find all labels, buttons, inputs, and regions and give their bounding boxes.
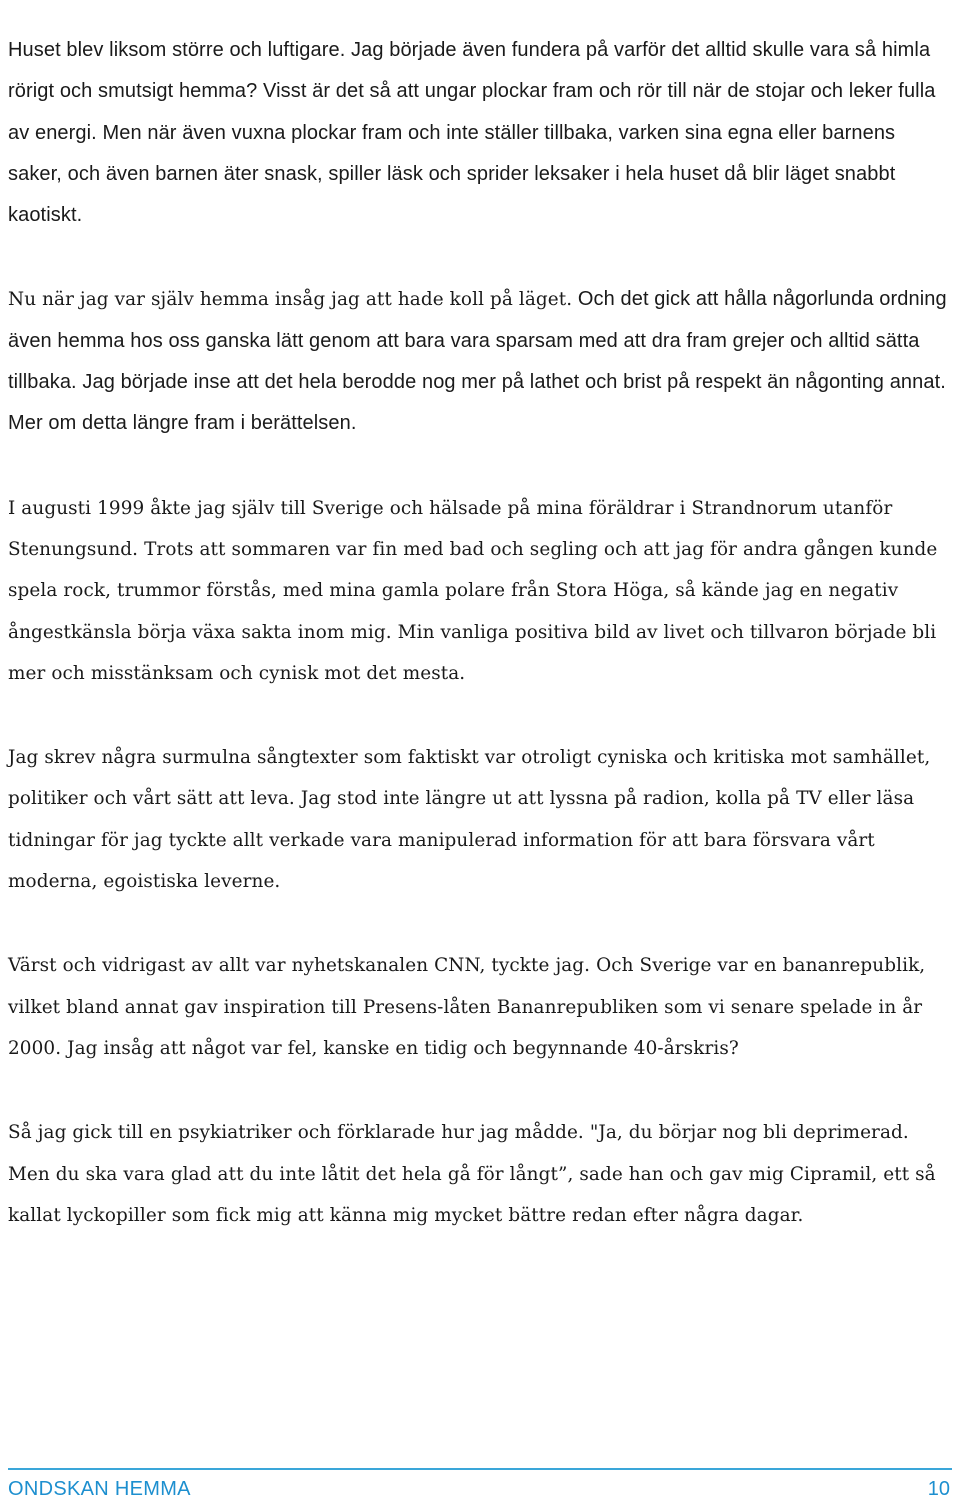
paragraph-6-text: Så jag gick till en psykiatriker och förklarade hur jag mådde. "Ja, du börjar nog bli deprimerad. Men du ska vara glad att du inte låtit det hela gå för långt”, sade han och gav mig Cipramil, ett så kallat lyckopiller som fick mig att känna mig mycket bättre redan efter några dagar.	[8, 1122, 936, 1226]
paragraph-1	[8, 30, 948, 236]
page-number: 10	[927, 1478, 950, 1500]
paragraph-1-text: Huset blev liksom större och luftigare. Jag började även fundera på varför det alltid skulle vara så himla rörigt och smutsigt hemma? Visst är det så att ungar plockar fram och rör till när de stojar och leker fulla av energi. Men när även vuxna plockar fram och inte ställer tillbaka, varken sina egna eller barnens saker, och även barnen äter snask, spiller läsk och sprider leksaker i hela huset då blir läget snabbt kaotiskt.	[8, 39, 936, 227]
footer-divider	[8, 1468, 952, 1470]
paragraph-3-text: I augusti 1999 åkte jag själv till Sverige och hälsade på mina föräldrar i Strandnorum utanför Stenungsund. Trots att sommaren var fin med bad och segling och att jag för andra gången kunde spela rock, trummor förstås, med mina gamla polare från Stora Höga, så kände jag en negativ ångestkänsla börja växa sakta inom mig. Min vanliga positiva bild av livet och tillvaron började bli mer och misstänksam och cynisk mot det mesta.	[8, 497, 938, 684]
footer-title: ONDSKAN HEMMA	[8, 1478, 191, 1500]
paragraph-4	[8, 737, 948, 902]
paragraph-5-text: Värst och vidrigast av allt var nyhetskanalen CNN, tyckte jag. Och Sverige var en bananrepublik, vilket bland annat gav inspiration till Presens-låten Bananrepubliken som vi senare spelade in år 2000. Jag insåg att något var fel, kanske en tidig och begynnande 40-årskris?	[8, 955, 926, 1059]
document-body	[8, 30, 948, 1279]
paragraph-6	[8, 1112, 948, 1236]
paragraph-2	[8, 279, 948, 444]
paragraph-5	[8, 945, 948, 1069]
paragraph-4-text: Jag skrev några surmulna sångtexter som faktiskt var otroligt cyniska och kritiska mot samhället, politiker och vårt sätt att leva. Jag stod inte längre ut att lyssna på radion, kolla på TV eller läsa tidningar för jag tyckte allt verkade vara manipulerad information för att bara försvara vårt moderna, egoistiska leverne.	[8, 747, 931, 893]
paragraph-3	[8, 488, 948, 694]
paragraph-2-lead: Nu när jag var själv hemma insåg jag att hade koll på läget.	[8, 289, 573, 311]
paragraph-2-text: Och det gick att hålla någorlunda ordning även hemma hos oss ganska lätt genom att bara vara sparsam med att dra fram grejer och alltid sätta tillbaka. Jag började inse att det hela berodde nog mer på lathet och brist på respekt än någonting annat. Mer om detta längre fram i berättelsen.	[8, 288, 947, 435]
